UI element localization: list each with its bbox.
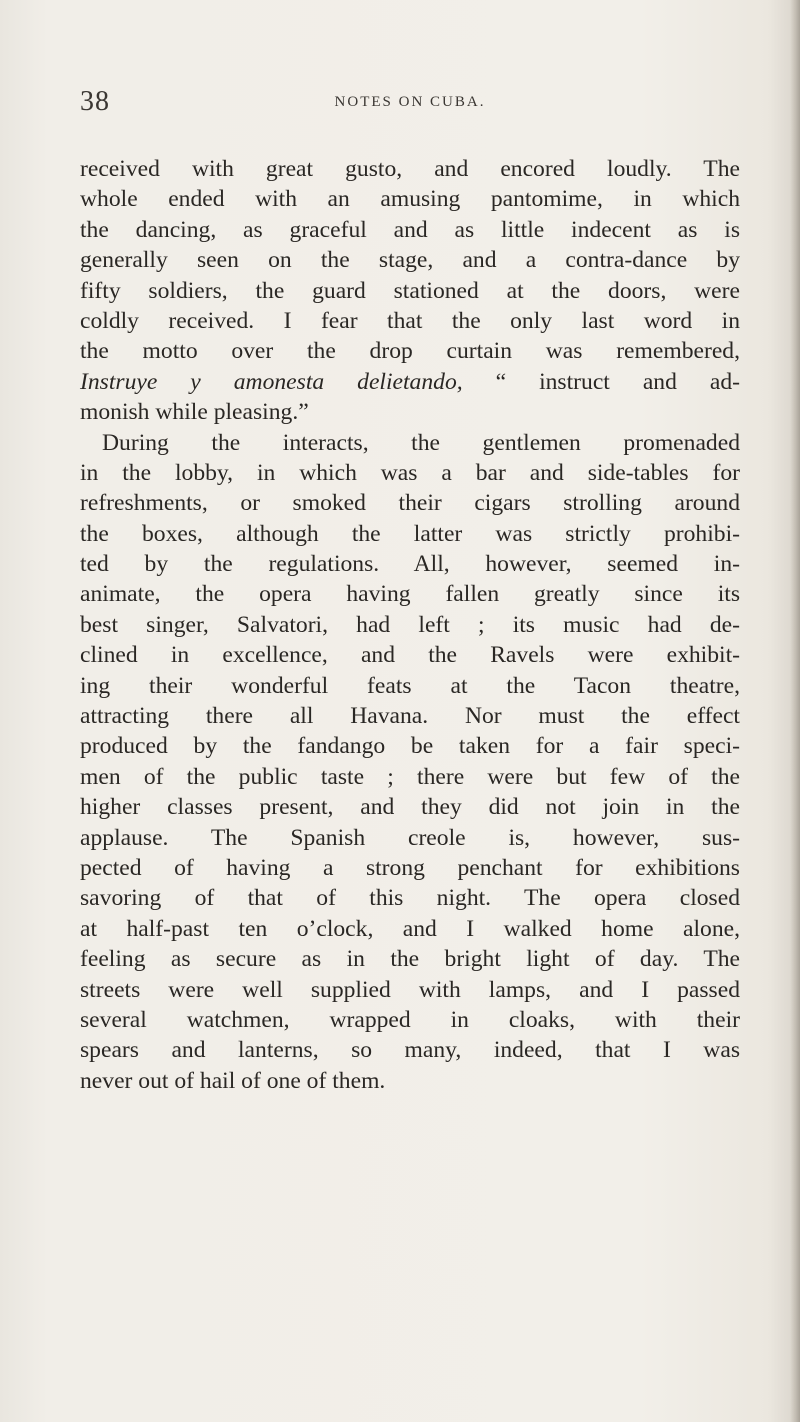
text-line: ing their wonderful feats at the Tacon theatre, xyxy=(80,672,740,699)
text-line: produced by the fandango be taken for a fair speci- xyxy=(80,733,740,760)
text-line: higher classes present, and they did not join in the xyxy=(80,794,740,821)
text-line: the motto over the drop curtain was remembered, xyxy=(80,338,740,365)
text-line: generally seen on the stage, and a contra-dance by xyxy=(80,247,740,274)
text-line: men of the public taste ; there were but few of the xyxy=(80,763,740,790)
page-number: 38 xyxy=(80,86,110,117)
text-line: animate, the opera having fallen greatly since its xyxy=(80,581,740,608)
text-line: received with great gusto, and encored loudly. The xyxy=(80,156,740,182)
text-line: the boxes, although the latter was strictly prohibi- xyxy=(80,520,740,547)
page-header xyxy=(80,86,740,126)
page-edge-shadow xyxy=(790,0,800,1422)
text-line: whole ended with an amusing pantomime, in which xyxy=(80,186,740,213)
text-line: several watchmen, wrapped in cloaks, with their xyxy=(80,1006,740,1033)
text-line: clined in excellence, and the Ravels were exhibit- xyxy=(80,642,740,669)
text-line: at half-past ten o’clock, and I walked home alone, xyxy=(80,915,740,942)
text-line: applause. The Spanish creole is, however, sus- xyxy=(80,824,740,851)
paragraph-first-line: During the interacts, the gentlemen promenaded xyxy=(102,429,740,456)
text-line: spears and lanterns, so many, indeed, that I was xyxy=(80,1037,740,1064)
text-line: ted by the regulations. All, however, seemed in- xyxy=(80,551,740,578)
text-line: never out of hail of one of them. xyxy=(80,1067,386,1094)
text-line: coldly received. I fear that the only last word in xyxy=(80,307,740,334)
text-line: feeling as secure as in the bright light of day. The xyxy=(80,946,740,973)
text-line: refreshments, or smoked their cigars strolling around xyxy=(80,490,740,517)
text-line: Instruye y amonesta delietando, “ instruct and ad- xyxy=(80,368,740,395)
text-line: fifty soldiers, the guard stationed at the doors, were xyxy=(80,277,740,304)
running-head: NOTES ON CUBA. xyxy=(334,94,486,110)
body-text xyxy=(80,154,740,1096)
text-line: in the lobby, in which was a bar and side-tables for xyxy=(80,459,740,486)
text-line: best singer, Salvatori, had left ; its music had de- xyxy=(80,611,740,638)
text-line: pected of having a strong penchant for exhibitions xyxy=(80,854,740,881)
text-line: the dancing, as graceful and as little indecent as is xyxy=(80,216,740,243)
italic-phrase: Instruye y amonesta delietando, xyxy=(80,368,463,395)
text-line: savoring of that of this night. The opera closed xyxy=(80,885,740,912)
text-line: attracting there all Havana. Nor must the effect xyxy=(80,703,740,730)
text-line: monish while pleasing.” xyxy=(80,399,309,426)
text-line: streets were well supplied with lamps, and I passed xyxy=(80,976,740,1003)
